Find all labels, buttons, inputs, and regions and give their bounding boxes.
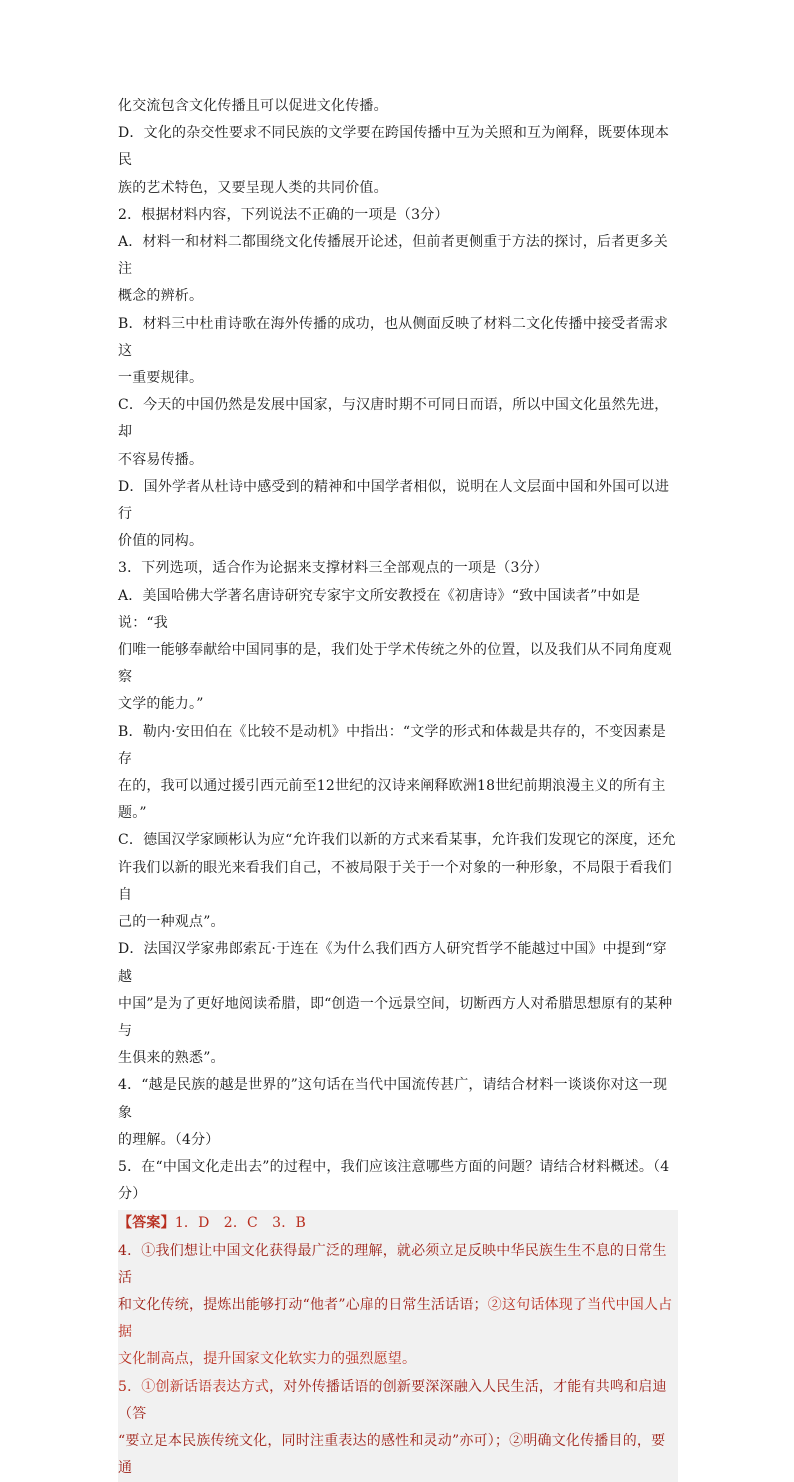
question-3-option-b-cont: 题。” (118, 805, 147, 822)
answer-choices: 1．D 2．C 3．B (174, 1215, 306, 1232)
answer-5-part1: 5．①创新话语表达方式 (118, 1378, 270, 1395)
text-line: D．文化的杂交性要求不同民族的文学要在跨国传播中互为关照和互为阐释，既要体现本民 (118, 125, 670, 169)
answer-4-line (118, 1292, 678, 1346)
question-2-stem: 2．根据材料内容，下列说法不正确的一项是（3分） (118, 206, 449, 223)
answer-section (118, 1210, 678, 1482)
question-3-option-a-cont: 们唯一能够奉献给中国同事的是，我们处于学术传统之外的位置，以及我们从不同角度观察 (118, 642, 672, 686)
question-3-option-c-cont: 己的一种观点”。 (118, 914, 225, 931)
question-3-option-a-cont: 文学的能力。” (118, 696, 204, 713)
question-2-option-c-cont: 不容易传播。 (118, 451, 204, 468)
question-3-option-d-cont: 中国”是为了更好地阅读希腊，即“创造一个远景空间，切断西方人对希腊思想原有的某种与 (118, 995, 673, 1039)
answer-4-line: 文化制高点，提升国家文化软实力的强烈愿望。 (118, 1351, 417, 1368)
question-3-option-d-cont: 生俱来的熟悉”。 (118, 1050, 225, 1067)
question-4-cont: 的理解。（4分） (118, 1131, 220, 1148)
question-2-option-d: D．国外学者从杜诗中感受到的精神和中国学者相似，说明在人文层面中国和外国可以进行 (118, 478, 670, 523)
question-3-option-c: C．德国汉学家顾彬认为应“允许我们以新的方式来看某事，允许我们发现它的深度，还允 (118, 832, 676, 849)
question-2-option-b: B．材料三中杜甫诗歌在海外传播的成功，也从侧面反映了材料二文化传播中接受者需求这 (118, 315, 669, 359)
answer-5-line: “要立足本民族传统文化，同时注重表达的感性和灵动”亦可）；②明确文化传播目的，要通 (118, 1432, 666, 1477)
answer-4-line: 4．①我们想让中国文化获得最广泛的理解，就必须立足反映中华民族生生不息的日常生活 (118, 1242, 667, 1286)
question-4: 4．“越是民族的越是世界的”这句话在当代中国流传甚广，请结合材料一谈谈你对这一现象 (118, 1077, 668, 1121)
question-3-option-b-cont: 在的，我可以通过援引西元前至12世纪的汉诗来阐释欧洲18世纪前期浪漫主义的所有主 (118, 778, 666, 795)
answer-4-part2: ②这句话体现了当代中国人占据 (118, 1296, 673, 1341)
answer-4-part1: 和文化传统，提炼出能够打动“他者”心扉的日常生活话语； (118, 1296, 488, 1313)
answer-key-line (118, 1210, 678, 1237)
question-5: 5．在“中国文化走出去”的过程中，我们应该注意哪些方面的问题？请结合材料概述。（4分） (118, 1158, 670, 1203)
question-3-option-b: B．勒内·安田伯在《比较不是动机》中指出：“文学的形式和体裁是共存的，不变因素是存 (118, 723, 666, 767)
answer-5-part2: ，对外传播话语的创新要深深融入人民生活，才能有共鸣和启迪（答 (118, 1378, 667, 1422)
text-line: 族的艺术特色，又要呈现人类的共同价值。 (118, 179, 388, 196)
question-3-option-a: A．美国哈佛大学著名唐诗研究专家宇文所安教授在《初唐诗》“致中国读者”中如是说：“我 (118, 587, 641, 631)
text-line: 化交流包含文化传播且可以促进文化传播。 (118, 98, 388, 114)
question-2-option-a: A．材料一和材料二都围绕文化传播展开论述，但前者更侧重于方法的探讨，后者更多关注 (118, 234, 668, 278)
question-2-option-b-cont: 一重要规律。 (118, 370, 204, 387)
answer-5-line (118, 1374, 678, 1428)
question-3-option-c-cont: 许我们以新的眼光来看我们自己，不被局限于关于一个对象的一种形象，不局限于看我们自 (118, 859, 672, 903)
answer-label: 【答案】 (118, 1215, 175, 1232)
question-2-option-a-cont: 概念的辨析。 (118, 288, 204, 305)
question-3-stem: 3．下列选项，适合作为论据来支撑材料三全部观点的一项是（3分） (118, 560, 549, 577)
document-body (118, 93, 678, 1482)
question-3-option-d: D．法国汉学家弗郎索瓦·于连在《为什么我们西方人研究哲学不能越过中国》中提到“穿越 (118, 941, 667, 985)
question-2-option-d-cont: 价值的同构。 (118, 533, 204, 550)
question-2-option-c: C．今天的中国仍然是发展中国家，与汉唐时期不可同日而语，所以中国文化虽然先进，却 (118, 397, 669, 441)
